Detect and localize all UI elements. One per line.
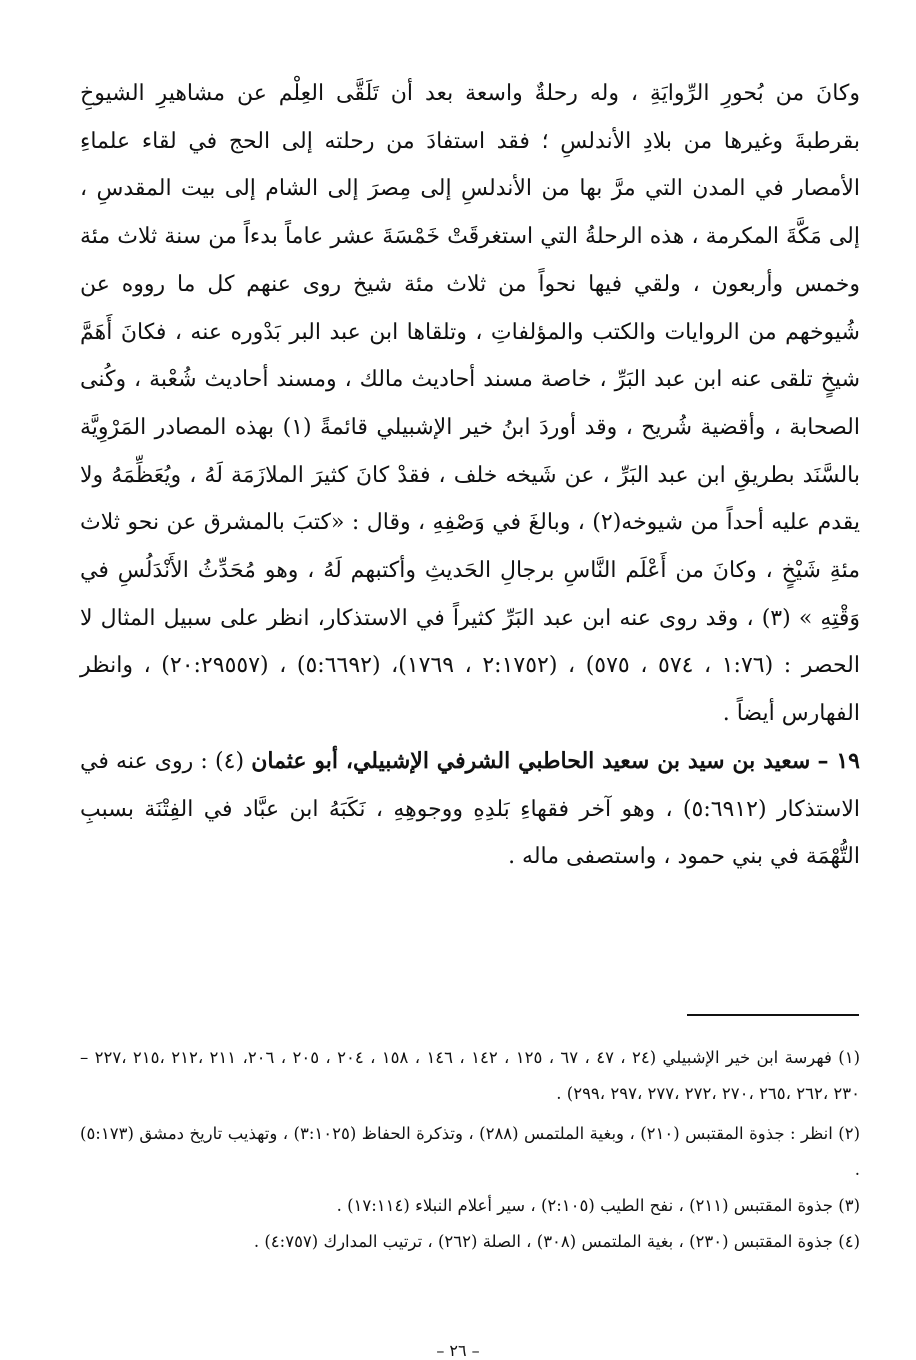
main-text [80,70,860,881]
entry-number: ١٩ – [817,747,860,774]
entry-19-paragraph [80,738,860,881]
footnote-4: (٤) جذوة المقتبس (٢٣٠) ، بغية الملتمس (٣٠٨) ، الصلة (٢٦٢) ، ترتيب المدارك (٤:٧٥٧) . [253,1232,860,1251]
entry-text: : روى عنه في الاستذكار (٥:٦٩١٢) ، وهو آخر فقهاءِ بَلدِهِ ووجوهِهِ ، نَكَبَهُ ابن عبَّاد في الفِتْنَة بسببِ التُّهْمَة في بني حمود ، واستصفى ماله . [80,748,861,870]
footnote-3: (٣) جذوة المقتبس (٢١١) ، نفح الطيب (٢:١٠٥) ، سير أعلام النبلاء (١٧:١١٤) . [336,1196,860,1215]
entry-note-ref: (٤) [215,748,245,774]
footnote-1: (١) فهرسة ابن خير الإشبيلي (٢٤ ، ٤٧ ، ٦٧ ، ١٢٥ ، ١٤٢ ، ١٤٦ ، ١٥٨ ، ٢٠٤ ، ٢٠٥ ، ٢٠٦، ٢١١ ،٢١٢ ،٢١٥ ،٢٢٧ – ٢٣٠ ،٢٦٢ ،٢٦٥ ،٢٧٠ ،٢٧٢ ،٢٧٧ ،٢٩٧ ،٢٩٩) . [80,1048,861,1103]
biography-paragraph: وكانَ من بُحورِ الرِّوايَةِ ، وله رحلةٌ واسعة بعد أن تَلَقَّى العِلْم عن مشاهيرِ الشيوخِ بقرطبةَ وغيرها من بلادِ الأندلسِ ؛ فقد استفادَ من رحلته إلى الحج في لقاء علماءِ الأمصار في المدن التي مرَّ بها من الأندلسِ إلى مِصرَ إلى الشام إلى بيت المقدسِ ، إلى مَكَّةَ المكرمة ، هذه الرحلةُ التي استغرقَتْ خَمْسَةَ عشر عاماً بدءاً من سنة ثلاث مئة وخمس وأربعون ، ولقي فيها نحواً من ثلاث مئة شيخ روى عنهم كل ما رووه عن شُيوخهم من الروايات والكتب والمؤلفاتِ ، وتلقاها ابن عبد البر بَدْوره عنه ، فكانَ أَهَمَّ شيخٍ تلقى عنه ابن عبد البَرِّ ، خاصة مسند أحاديث مالك ، ومسند أحاديث شُعْبة ، وكُنى الصحابة ، وأقضية شُريح ، وقد أوردَ ابنُ خير الإشبيلي قائمةً (١) بهذه المصادر المَرْوِيَّة بالسَّنَد بطريقِ ابن عبد البَرِّ ، عن شَيخه خلف ، فقدْ كانَ كثيرَ الملازَمَة لَهُ ، ويُعَظِّمَهُ ولا يقدم عليه أحداً من شيوخه(٢) ، وبالغَ في وَصْفِهِ ، وقال : «كتبَ بالمشرق عن نحو ثلاث مئةِ شَيْخٍ ، وكانَ من أَعْلَم النَّاسِ برجالِ الحَديثِ وأكتبهم لَهُ ، وهو مُحَدِّثُ الأَنْدَلُسِ في وَقْتِهِ » (٣) ، وقد روى عنه ابن عبد البَرِّ كثيراً في الاستذكار، انظر على سبيل المثال لا الحصر : (١:٧٦ ، ٥٧٤ ، ٥٧٥) ، (٢:١٧٥٢ ، ١٧٦٩)، (٥:٦٦٩٢) ، (٢٠:٢٩٥٥٧) ، وانظر الفهارس أيضاً . [80,81,861,727]
footnotes [80,1040,860,1260]
page-number: – ٢٦ – [436,1341,480,1360]
entry-name: سعيد بن سيد بن سعيد الحاطبي الشرفي الإشبيلي، أبو عثمان [251,747,811,774]
footnote-2: (٢) انظر : جذوة المقتبس (٢١٠) ، وبغية الملتمس (٢٨٨) ، وتذكرة الحفاظ (٣:١٠٢٥) ، وتهذيب تاريخ دمشق (٥:١٧٣) . [80,1124,860,1179]
footnote-separator [687,1014,859,1016]
